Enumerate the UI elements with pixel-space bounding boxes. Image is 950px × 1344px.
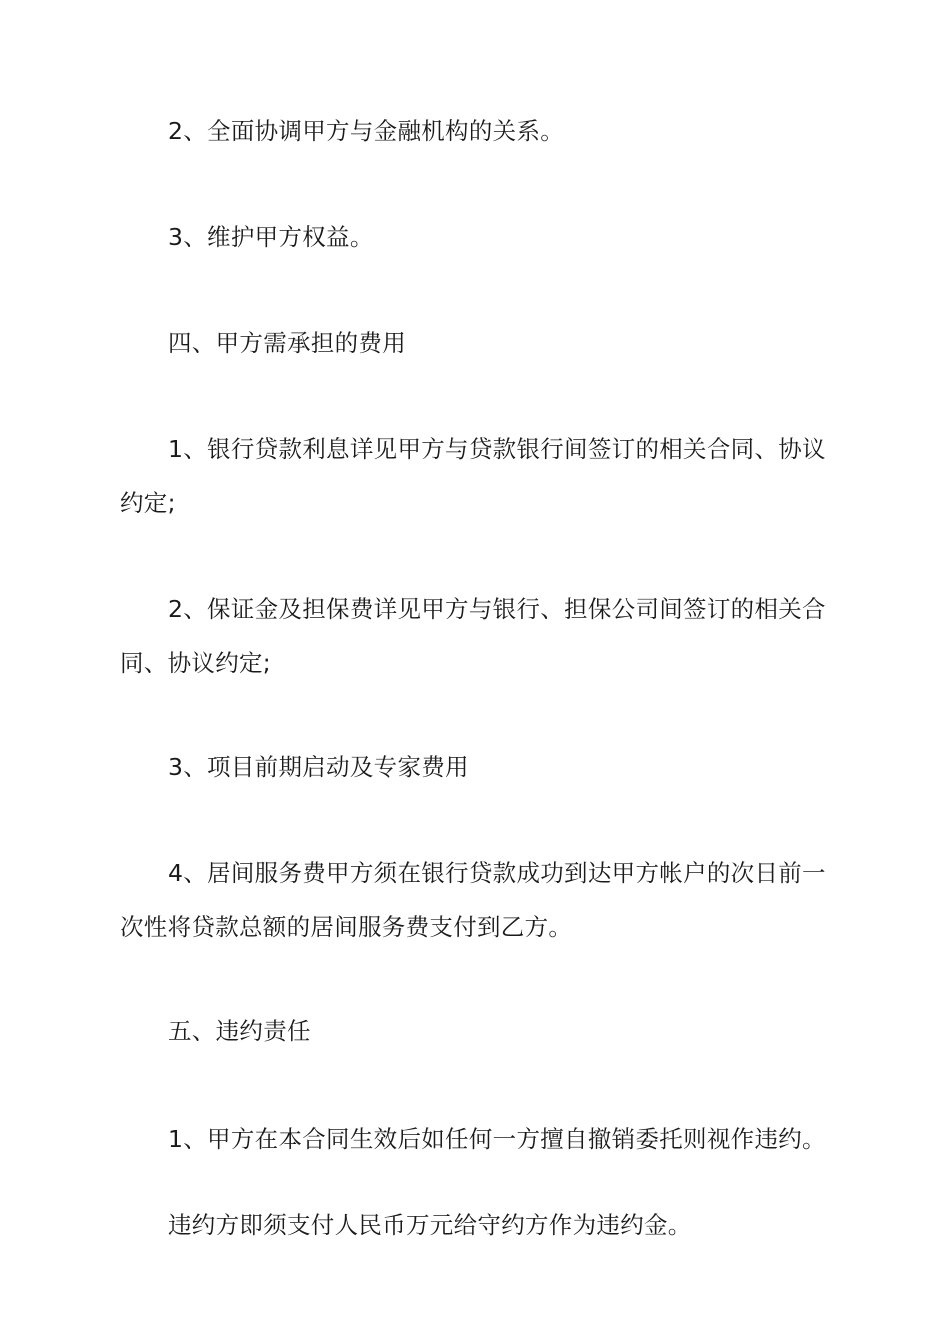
paragraph-breach: 1、甲方在本合同生效后如任何一方擅自撤销委托则视作违约。 bbox=[168, 1125, 826, 1153]
section-heading-fees: 四、甲方需承担的费用 bbox=[168, 329, 406, 357]
paragraph-deposit-guarantee: 2、保证金及担保费详见甲方与银行、担保公司间签订的相关合同、协议约定; bbox=[120, 595, 826, 677]
paragraph-bank-interest: 1、银行贷款利息详见甲方与贷款银行间签订的相关合同、协议约定; bbox=[120, 435, 826, 517]
paragraph-protect-rights: 3、维护甲方权益。 bbox=[168, 223, 374, 251]
paragraph-service-fee: 4、居间服务费甲方须在银行贷款成功到达甲方帐户的次日前一次性将贷款总额的居间服务费支付到乙方。 bbox=[120, 859, 826, 941]
paragraph-project-expert-fees: 3、项目前期启动及专家费用 bbox=[168, 753, 469, 781]
paragraph-coordinate-financial: 2、全面协调甲方与金融机构的关系。 bbox=[168, 117, 565, 145]
section-heading-liability: 五、违约责任 bbox=[168, 1017, 311, 1045]
paragraph-penalty: 违约方即须支付人民币万元给守约方作为违约金。 bbox=[168, 1211, 692, 1239]
